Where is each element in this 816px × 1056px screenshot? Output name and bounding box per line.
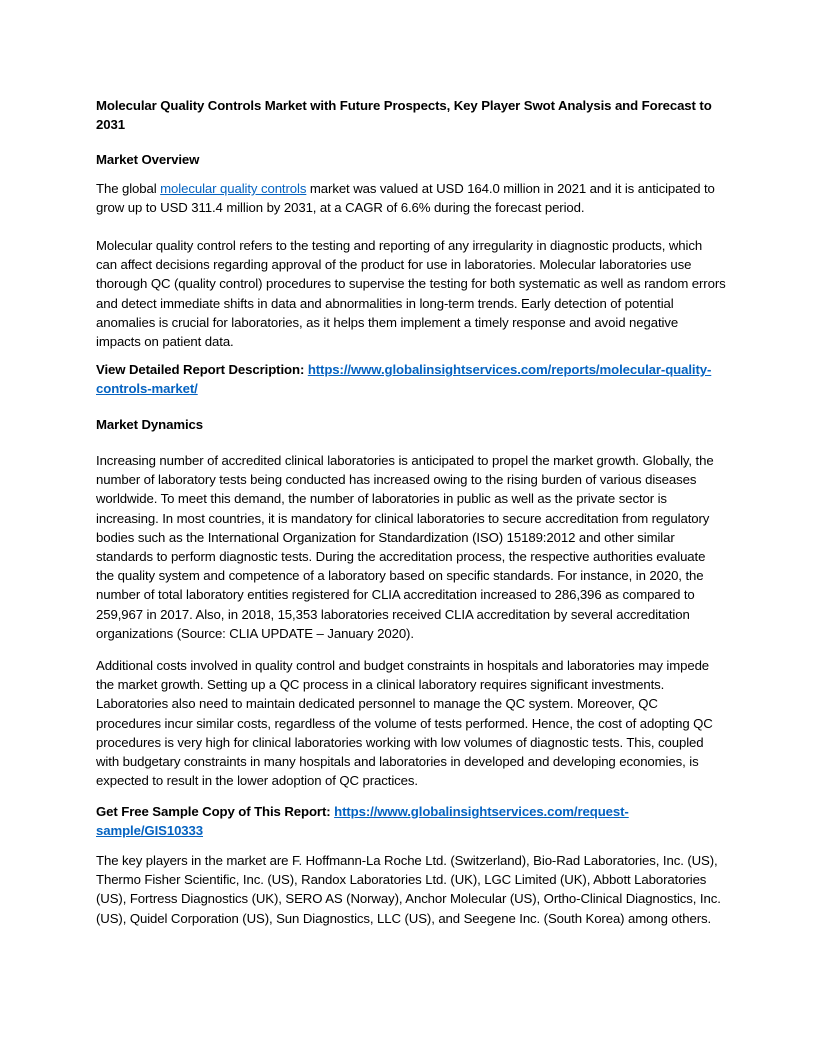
report-description-label: View Detailed Report Description:	[96, 362, 308, 377]
report-description-line	[96, 360, 726, 398]
document-title: Molecular Quality Controls Market with Future Prospects, Key Player Swot Analysis and Forecast to 2031	[96, 98, 712, 133]
overview-lead: The global	[96, 181, 161, 196]
report-description-link[interactable]: https://www.globalinsightservices.com/reports/molecular-quality-controls-market/	[96, 362, 712, 397]
dynamics-heading: Market Dynamics	[96, 417, 203, 432]
molecular-quality-controls-link[interactable]: molecular quality controls	[160, 181, 307, 196]
overview-heading: Market Overview	[96, 152, 200, 167]
overview-rest: market was valued at USD 164.0 million in 2021 and it is anticipated to grow up to USD 311.4 million by 2031, at a CAGR of 6.6% during the forecast period.	[96, 181, 715, 216]
definition-paragraph: Molecular quality control refers to the testing and reporting of any irregularity in diagnostic products, which can affect decisions regarding approval of the product for use in laboratories. Molecular laboratories use thorough QC (quality control) procedures to supervise the testing for both systematic as well as random errors and detect immediate shifts in data and abnormalities in long-term trends. Early detection of potential anomalies is crucial for laboratories, as it helps them implement a timely response and avoid negative impacts on patient data.	[96, 238, 726, 350]
overview-paragraph	[96, 179, 726, 217]
key-players-paragraph: The key players in the market are F. Hoffmann-La Roche Ltd. (Switzerland), Bio-Rad Laboratories, Inc. (US), Thermo Fisher Scientific, Inc. (US), Randox Laboratories Ltd. (UK), LGC Limited (UK), Abbott Laboratories (US), Fortress Diagnostics (UK), SERO AS (Norway), Anchor Molecular (US), Ortho-Clinical Diagnostics, Inc. (US), Quidel Corporation (US), Sun Diagnostics, LLC (US), and Seegene Inc. (South Korea) among others.	[96, 853, 721, 926]
sample-copy-link[interactable]: https://www.globalinsightservices.com/request-sample/GIS10333	[96, 804, 629, 839]
dynamics-paragraph-1: Increasing number of accredited clinical laboratories is anticipated to propel the market growth. Globally, the number of laboratory tests being conducted has increased owing to the rising burden of various diseases worldwide. To meet this demand, the number of laboratories in public as well as the private sector is increasing. In most countries, it is mandatory for clinical laboratories to secure accreditation from regulatory bodies such as the International Organization for Standardization (ISO) 15189:2012 and other similar standards to perform diagnostic tests. During the accreditation process, the respective authorities evaluate the quality system and competence of a laboratory based on specific standards. For instance, in 2020, the number of total laboratory entities registered for CLIA accreditation increased to 286,396 as compared to 259,967 in 2017. Also, in 2018, 15,353 laboratories received CLIA accreditation by several accreditation organizations (Source: CLIA UPDATE – January 2020).	[96, 453, 714, 641]
dynamics-paragraph-2: Additional costs involved in quality control and budget constraints in hospitals and laboratories may impede the market growth. Setting up a QC process in a clinical laboratory requires significant investments. Laboratories also need to maintain dedicated personnel to manage the QC system. Moreover, QC procedures incur similar costs, regardless of the volume of tests performed. Hence, the cost of adopting QC procedures is very high for clinical laboratories working with low volumes of diagnostic tests. This, coupled with budgetary constraints in many hospitals and laboratories in developed and developing economies, is expected to result in the lower adoption of QC practices.	[96, 658, 713, 789]
sample-copy-label: Get Free Sample Copy of This Report:	[96, 804, 335, 819]
sample-copy-line	[96, 802, 726, 840]
